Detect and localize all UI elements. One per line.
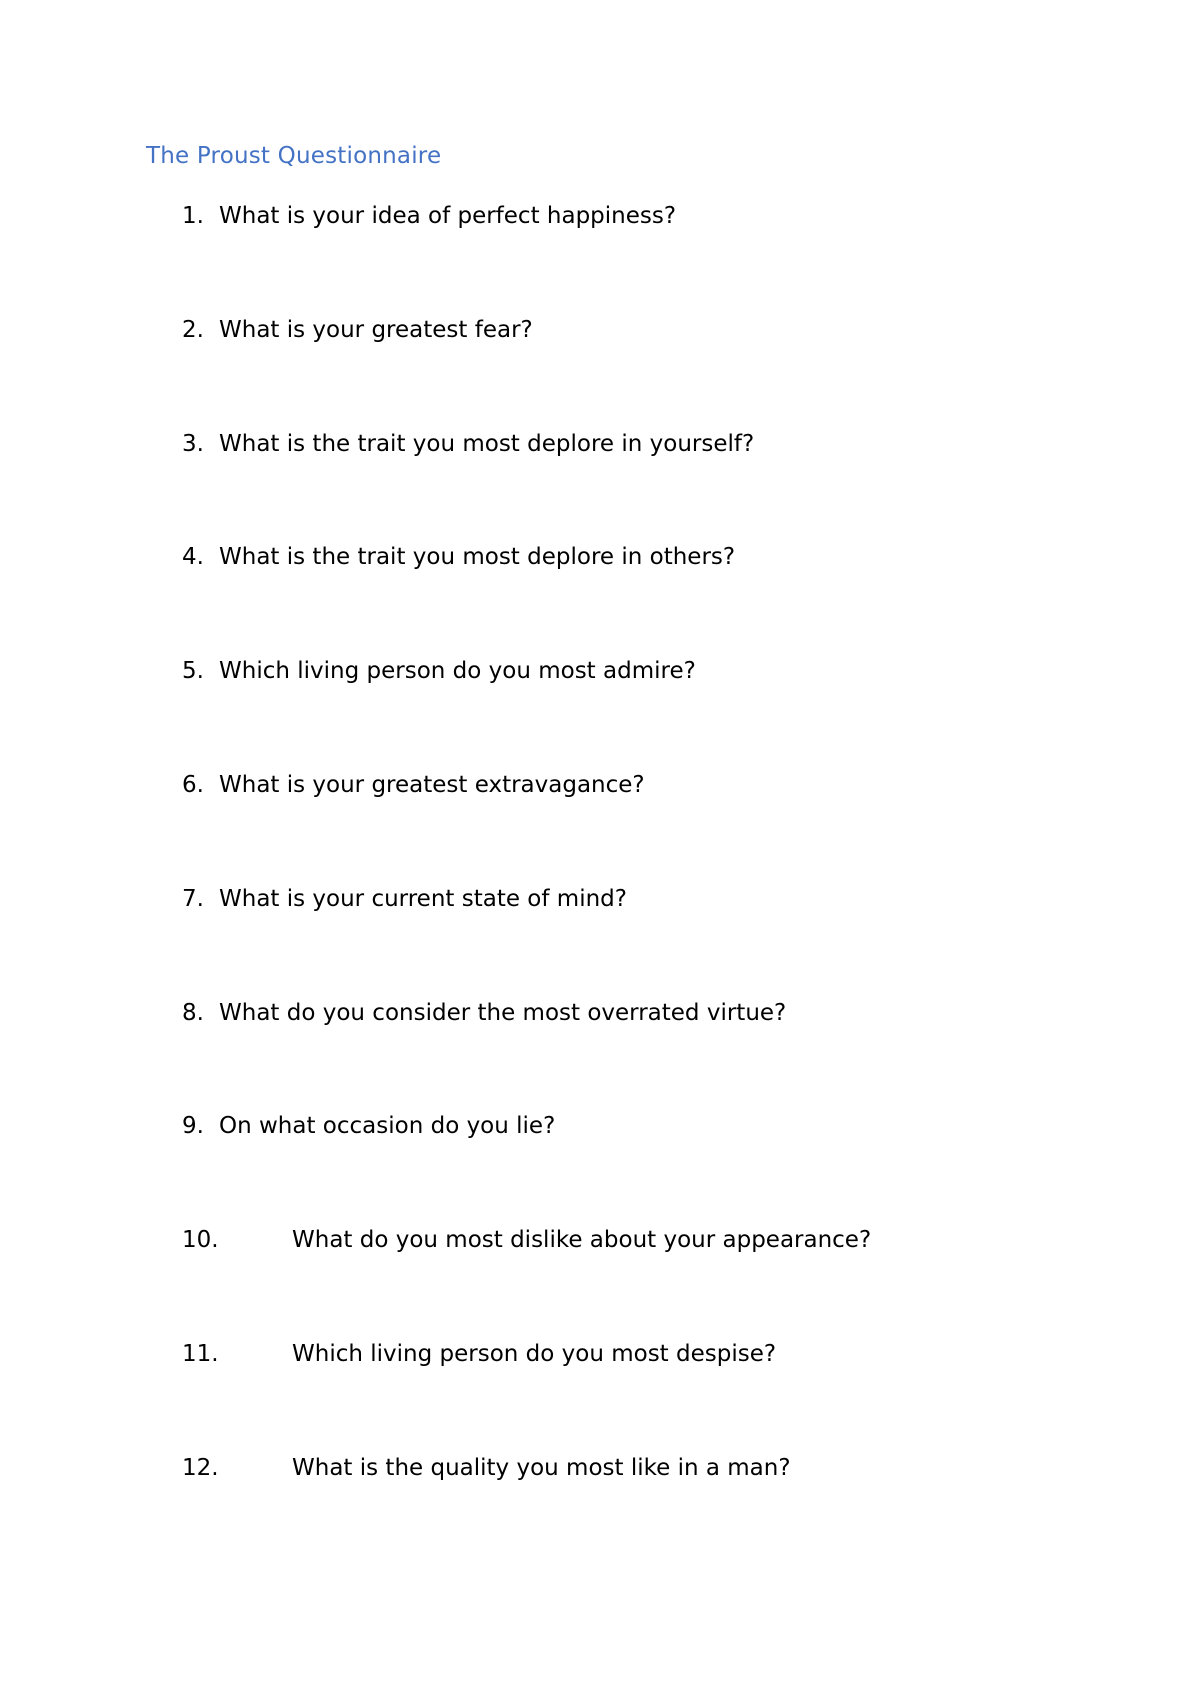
question-number: 6. [182, 772, 204, 798]
question-number: 7. [182, 886, 204, 912]
question-number: 2. [182, 317, 204, 343]
question-number: 10. [182, 1227, 219, 1253]
document-title: The Proust Questionnaire [146, 143, 442, 169]
question-text: On what occasion do you lie? [219, 1113, 556, 1139]
question-text: What is your idea of perfect happiness? [219, 203, 677, 229]
question-number: 5. [182, 658, 204, 684]
question-text: Which living person do you most despise? [292, 1341, 777, 1367]
question-number: 4. [182, 544, 204, 570]
question-number: 1. [182, 203, 204, 229]
question-text: What is the quality you most like in a man? [292, 1455, 791, 1481]
question-number: 12. [182, 1455, 219, 1481]
question-text: What is your current state of mind? [219, 886, 627, 912]
question-text: What is your greatest extravagance? [219, 772, 645, 798]
question-number: 3. [182, 431, 204, 457]
question-text: What is the trait you most deplore in others? [219, 544, 736, 570]
question-text: What is your greatest fear? [219, 317, 533, 343]
question-number: 11. [182, 1341, 219, 1367]
question-text: What do you most dislike about your appearance? [292, 1227, 872, 1253]
question-text: What is the trait you most deplore in yourself? [219, 431, 755, 457]
question-number: 8. [182, 1000, 204, 1026]
question-number: 9. [182, 1113, 204, 1139]
question-text: Which living person do you most admire? [219, 658, 696, 684]
question-text: What do you consider the most overrated virtue? [219, 1000, 787, 1026]
